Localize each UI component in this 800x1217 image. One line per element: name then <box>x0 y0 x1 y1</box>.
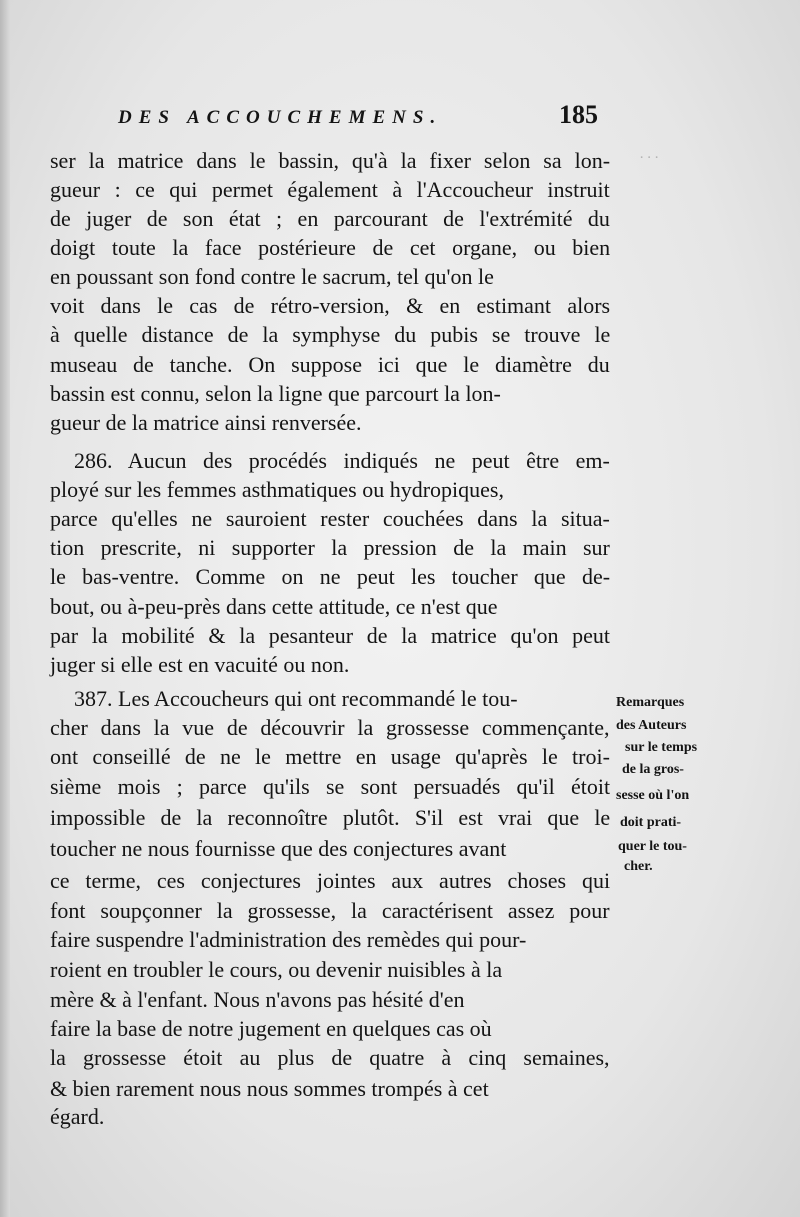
margin-note-line: quer le tou- <box>618 839 687 854</box>
text-line: gueur de la matrice ainsi renversée. <box>50 410 362 435</box>
text-line: doigt toute la face postérieure de cet organe, ou bien <box>50 235 611 260</box>
text-line: le bas-ventre. Comme on ne peut les toucher que de- <box>50 564 611 589</box>
margin-note-line: des Auteurs <box>616 718 687 733</box>
text-line: gueur : ce qui permet également à l'Accoucheur instruit <box>50 177 610 202</box>
text-line: roient en troubler le cours, ou devenir nuisibles à la <box>50 957 503 982</box>
text-line: impossible de la reconnoître plutôt. S'il est vrai que le <box>50 805 611 830</box>
text-line: ser la matrice dans le bassin, qu'à la fixer selon sa lon- <box>50 148 611 173</box>
text-line: & bien rarement nous nous sommes trompés à cet <box>50 1076 489 1101</box>
margin-note-line: sesse où l'on <box>616 788 690 803</box>
margin-note-line: cher. <box>624 859 653 874</box>
page-header <box>118 100 598 130</box>
text-line: juger si elle est en vacuité ou non. <box>50 652 350 677</box>
margin-note-line: sur le temps <box>625 740 698 755</box>
margin-note-line: de la gros- <box>622 762 684 777</box>
text-line: tion prescrite, ni supporter la pression de la main sur <box>50 535 610 560</box>
margin-note-line: doit prati- <box>620 815 682 830</box>
text-line: font soupçonner la grossesse, la caractérisent assez pour <box>50 898 610 923</box>
bleed-through-text: · · · <box>640 150 659 166</box>
text-line: la grossesse étoit au plus de quatre à cinq semaines, <box>50 1045 610 1070</box>
text-line: ont conseillé de ne le mettre en usage qu'après le troi- <box>50 744 610 769</box>
paragraph-387-start: 387. Les Accoucheurs qui ont recommandé le tou- <box>74 686 518 711</box>
text-line: ce terme, ces conjectures jointes aux autres choses qui <box>50 868 611 893</box>
text-line: par la mobilité & la pesanteur de la matrice qu'on peut <box>50 623 611 648</box>
text-line: bout, ou à-peu-près dans cette attitude, ce n'est que <box>50 594 498 619</box>
text-line: faire la base de notre jugement en quelques cas où <box>50 1016 492 1041</box>
text-line: à quelle distance de la symphyse du pubis se trouve le <box>50 322 611 347</box>
page-gutter <box>0 0 10 1217</box>
text-line: ployé sur les femmes asthmatiques ou hydropiques, <box>50 477 504 502</box>
text-line: mère & à l'enfant. Nous n'avons pas hésité d'en <box>50 987 465 1012</box>
text-line: toucher ne nous fournisse que des conjectures avant <box>50 836 507 861</box>
paragraph-286-start: 286. Aucun des procédés indiqués ne peut être em- <box>74 448 610 473</box>
running-title: DES ACCOUCHEMENS. <box>118 107 443 128</box>
text-line: faire suspendre l'administration des remèdes qui pour- <box>50 927 527 952</box>
text-line: en poussant son fond contre le sacrum, tel qu'on le <box>50 264 494 289</box>
text-line: bassin est connu, selon la ligne que parcourt la lon- <box>50 381 501 406</box>
text-line: de juger de son état ; en parcourant de l'extrémité du <box>50 206 610 231</box>
margin-note-line: Remarques <box>616 695 685 710</box>
text-line: égard. <box>50 1104 105 1129</box>
text-line: parce qu'elles ne sauroient rester couchées dans la situa- <box>50 506 610 531</box>
text-line: cher dans la vue de découvrir la grossesse commençante, <box>50 715 610 740</box>
text-line: sième mois ; parce qu'ils se sont persuadés qu'il étoit <box>50 774 611 799</box>
text-line: museau de tanche. On suppose ici que le diamètre du <box>50 352 610 377</box>
text-line: voit dans le cas de rétro-version, & en estimant alors <box>50 293 611 318</box>
page-number: 185 <box>559 100 598 129</box>
